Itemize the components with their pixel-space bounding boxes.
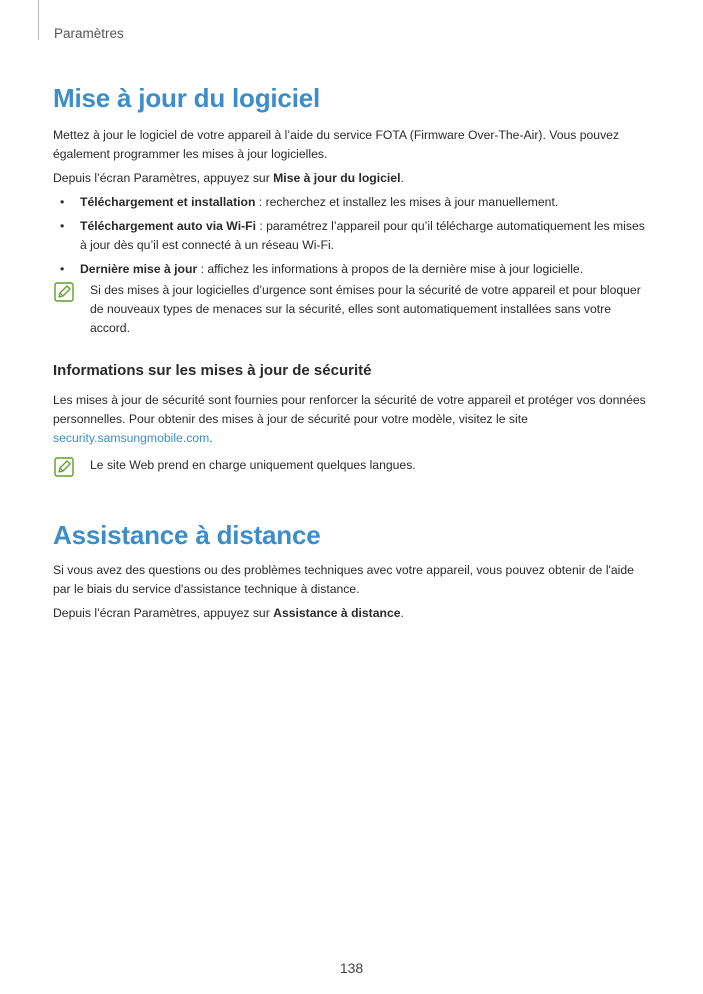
- section-intro: Si vous avez des questions ou des problèmes techniques avec votre appareil, vous pouvez obtenir de l'aide par le biais du service d'assistance technique à distance.: [53, 563, 634, 596]
- bullet-marker: •: [60, 195, 65, 209]
- list-item-text: : paramétrez l’appareil pour qu’il télécharge automatiquement les mises à jour dès qu’il est connecté à un réseau Wi-Fi.: [80, 219, 645, 252]
- list-item: [53, 217, 653, 255]
- security-link[interactable]: security.samsungmobile.com: [53, 431, 210, 445]
- bullet-marker: •: [60, 262, 65, 276]
- note-text: Si des mises à jour logicielles d’urgence sont émises pour la sécurité de votre appareil et pour bloquer de nouveaux types de menaces sur la sécurité, elles sont automatiquement installées sans votre accord.: [90, 283, 641, 335]
- security-text-suffix: .: [209, 431, 213, 445]
- subsection-title-security: Informations sur les mises à jour de sécurité: [53, 362, 372, 379]
- list-item-term: Téléchargement et installation: [80, 195, 256, 209]
- page-content: [53, 80, 653, 623]
- header-rule: [38, 0, 39, 40]
- page-number: 138: [339, 960, 364, 976]
- section-title-remote-support: Assistance à distance: [53, 520, 321, 550]
- note-block: [53, 281, 653, 338]
- path-suffix: .: [400, 606, 404, 620]
- path-prefix: Depuis l’écran Paramètres, appuyez sur: [53, 171, 274, 185]
- security-paragraph: [53, 391, 653, 448]
- settings-path: [53, 169, 653, 188]
- option-list: [53, 193, 653, 279]
- path-suffix: .: [400, 171, 404, 185]
- security-text: Les mises à jour de sécurité sont fournies pour renforcer la sécurité de votre appareil et protéger vos données personnelles. Pour obtenir des mises à jour de sécurité pour votre modèle, visitez le site: [53, 393, 646, 426]
- list-item-term: Dernière mise à jour: [80, 262, 198, 276]
- path-prefix: Depuis l’écran Paramètres, appuyez sur: [53, 606, 274, 620]
- header-label: Paramètres: [54, 26, 124, 41]
- path-bold: Mise à jour du logiciel: [273, 171, 401, 185]
- list-item: [53, 193, 653, 212]
- path-bold: Assistance à distance: [273, 606, 401, 620]
- bullet-marker: •: [60, 219, 65, 233]
- note-icon: [54, 457, 74, 477]
- note-block: [53, 456, 653, 475]
- list-item-term: Téléchargement auto via Wi-Fi: [80, 219, 256, 233]
- note-text: Le site Web prend en charge uniquement quelques langues.: [90, 458, 416, 472]
- note-icon: [54, 282, 74, 302]
- settings-path: [53, 604, 653, 623]
- section-intro: Mettez à jour le logiciel de votre appareil à l’aide du service FOTA (Firmware Over-The-Air). Vous pouvez également programmer les mises à jour logicielles.: [53, 128, 620, 161]
- list-item-text: : affichez les informations à propos de la dernière mise à jour logicielle.: [197, 262, 584, 276]
- section-title-software-update: Mise à jour du logiciel: [53, 83, 321, 113]
- list-item: [53, 260, 653, 279]
- list-item-text: : recherchez et installez les mises à jour manuellement.: [255, 195, 559, 209]
